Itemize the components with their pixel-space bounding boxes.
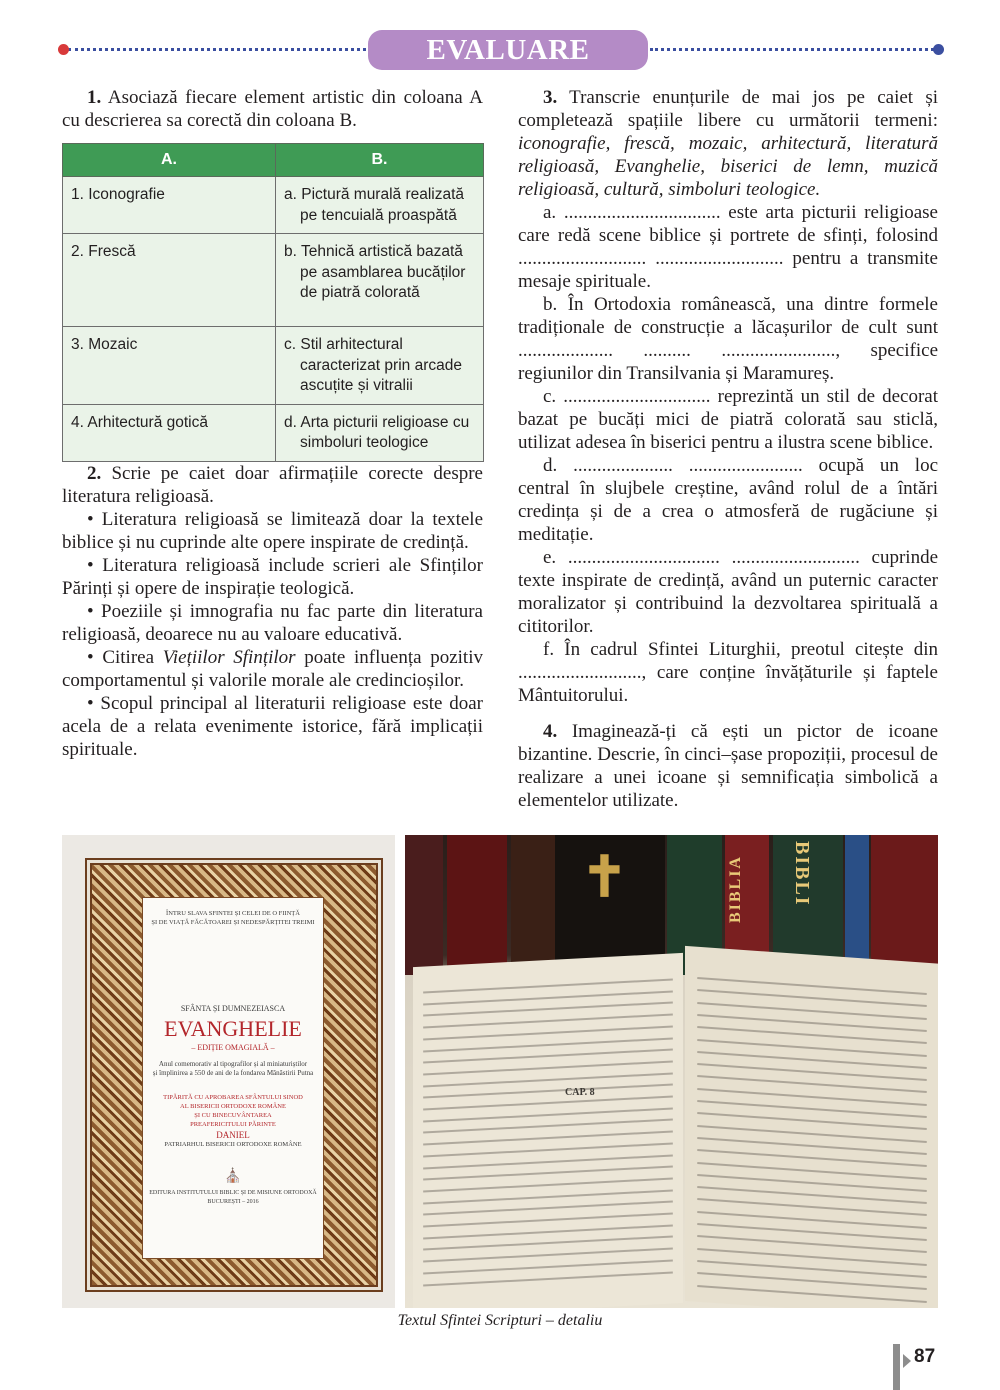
cover-approval-2: AL BISERICII ORTODOXE ROMÂNE bbox=[180, 1103, 286, 1110]
question-2-block bbox=[62, 462, 483, 761]
header-dot-left bbox=[58, 44, 69, 55]
statement-text: • Poeziile și imnografia nu fac parte din literatura religioasă, deoarece nu au valoare educativă. bbox=[62, 601, 483, 645]
table-cell-b: a. Pictură murală realizată pe tencuială proaspătă bbox=[276, 177, 484, 234]
fill-item-f: f. În cadrul Sfintei Liturghii, preotul citește din .........................., care conține învățăturile și faptele Mântuitorului. bbox=[518, 639, 938, 706]
question-3 bbox=[518, 86, 938, 201]
table-cell-b: b. Tehnică artistică bazată pe asamblarea bucăților de piatră colorată bbox=[276, 234, 484, 327]
question-2 bbox=[62, 462, 483, 508]
question-4-text: Imaginează-ți că ești un pictor de icoane bizantine. Descrie, în cinci–șase propoziții, procesul de realizare a unei icoane și semnificația simbolică a elementelor utilizate. bbox=[518, 721, 939, 811]
table-header-row bbox=[63, 144, 484, 177]
photo-caption: Textul Sfintei Scripturi – detaliu bbox=[397, 1312, 603, 1329]
association-table bbox=[62, 143, 484, 462]
statement-item bbox=[62, 646, 483, 692]
header-dotted-line-right bbox=[650, 48, 934, 51]
header-dot-right bbox=[933, 44, 944, 55]
cover-approval-4: PREAFERICITULUI PĂRINTE bbox=[190, 1121, 276, 1128]
question-3-number: 3. bbox=[543, 87, 558, 108]
fill-item-d: d. ..................... ........................ ocupă un loc central în slujbele creștine, având rolul de a întări credința și de a crea o atmosferă de rugăciune și meditație. bbox=[518, 455, 938, 545]
question-1-number: 1. bbox=[87, 87, 102, 108]
cover-approval-3: ȘI CU BINECUVÂNTAREA bbox=[194, 1112, 272, 1119]
open-bible-photo bbox=[405, 835, 938, 1308]
bible-chapter-heading: CAP. 8 bbox=[565, 1087, 595, 1098]
cover-anniversary-1: Anul comemorativ al tipografilor și al miniaturiștilor bbox=[158, 1060, 308, 1068]
table-cell-a: 3. Mozaic bbox=[63, 327, 276, 405]
statement-text: • Literatura religioasă se limitează doar la textele biblice și nu cuprinde alte opere inspirate de credință. bbox=[62, 509, 483, 553]
statement-item bbox=[62, 554, 483, 600]
table-cell-a: 1. Iconografie bbox=[63, 177, 276, 234]
fill-item-a: a. ................................. este arta picturii religioase care redă scene biblice și portrete de sfinți, folosind ........................... ........................... pentru a transmite mesaje spirituale. bbox=[518, 202, 938, 292]
book-spine bbox=[845, 835, 869, 975]
table-header-b: B. bbox=[276, 144, 484, 177]
table-header-a: A. bbox=[63, 144, 276, 177]
page-number-arrow-icon bbox=[903, 1354, 911, 1368]
question-2-number: 2. bbox=[87, 463, 102, 484]
page-number-bar bbox=[893, 1344, 900, 1390]
question-4 bbox=[518, 720, 938, 812]
question-3-block bbox=[518, 86, 938, 707]
cover-publisher: EDITURA INSTITUTULUI BIBLIC ȘI DE MISIUNE ORTODOXĂ bbox=[149, 1190, 317, 1196]
section-title: EVALUARE bbox=[368, 30, 648, 70]
statement-item bbox=[62, 508, 483, 554]
statement-text: • Citirea bbox=[87, 647, 163, 668]
spine-label-biblia: BIBLIA bbox=[727, 855, 744, 924]
table-row bbox=[63, 177, 484, 234]
fill-item-e: e. ................................ ........................... cuprinde texte inspirate de credință, având un puternic caracter moralizator și contribuind la dezvoltarea spirituală a cititorilor. bbox=[518, 547, 938, 637]
question-2-text: Scrie pe caiet doar afirmațiile corecte despre literatura religioasă. bbox=[62, 463, 483, 507]
statement-italic-title: Viețiilor Sfinților bbox=[162, 647, 296, 668]
cover-dedication-1: ÎNTRU SLAVA SFINTEI ȘI CELEI DE O FIINȚĂ bbox=[166, 910, 300, 917]
question-1-text: Asociază fiecare element artistic din coloana A cu descrierea sa corectă din coloana B. bbox=[62, 87, 483, 131]
statement-text: • Scopul principal al literaturii religioase este doar acela de a relata evenimente istorice, fără implicații spirituale. bbox=[62, 693, 483, 760]
left-column bbox=[62, 86, 483, 132]
cover-publisher-emblem-icon: ⛪ bbox=[224, 1169, 242, 1184]
cross-icon: ✝ bbox=[581, 847, 630, 909]
statement-text: • Literatura religioasă include scrieri ale Sfinților Părinți și opere de inspirație teologică. bbox=[62, 555, 483, 599]
cover-city: BUCUREȘTI – 2016 bbox=[207, 1199, 259, 1205]
cover-title: EVANGHELIE bbox=[164, 1016, 302, 1041]
statement-text-end: poate influența pozitiv comportamentul și valorile morale ale credincioșilor. bbox=[62, 647, 483, 691]
cover-edition: – EDIȚIE OMAGIALĂ – bbox=[191, 1043, 275, 1052]
book-spine bbox=[405, 835, 443, 975]
statement-item bbox=[62, 600, 483, 646]
table-row bbox=[63, 404, 484, 461]
page-number: 87 bbox=[914, 1346, 936, 1367]
table-cell-a: 2. Frescă bbox=[63, 234, 276, 327]
cover-subtitle: SFÂNTA ȘI DUMNEZEIASCA bbox=[180, 1004, 286, 1013]
table-row bbox=[63, 327, 484, 405]
question-1 bbox=[62, 86, 483, 132]
table-cell-b: c. Stil arhitectural caracterizat prin arcade ascuțite și vitralii bbox=[276, 327, 484, 405]
header-dotted-line-left bbox=[68, 48, 366, 51]
cover-approval-5: PATRIARHUL BISERICII ORTODOXE ROMÂNE bbox=[164, 1141, 302, 1148]
statement-item bbox=[62, 692, 483, 761]
fill-item-c: c. ............................... reprezintă un stil de decorat bazat pe bucăți mici de piatră colorată sau sticlă, utilizat adesea în biserici pentru a ilustra scene biblice. bbox=[518, 386, 938, 453]
spine-label-bibli: BIBLI bbox=[791, 841, 813, 907]
table-cell-a: 4. Arhitectură gotică bbox=[63, 404, 276, 461]
table-cell-b: d. Arta picturii religioase cu simboluri teologice bbox=[276, 404, 484, 461]
evanghelie-cover-photo bbox=[62, 835, 395, 1308]
question-3-terms: iconografie, frescă, mozaic, arhitectură, literatură religioasă, Evanghelie, biserici de lemn, muzică religioasă, cultură, simboluri teologice. bbox=[518, 133, 938, 200]
cover-approval-1: TIPĂRITĂ CU APROBAREA SFÂNTULUI SINOD bbox=[163, 1094, 303, 1101]
fill-item-b: b. În Ortodoxia românească, una dintre formele tradiționale de construcție a lăcașurilor de cult sunt .................... .......... ........................, specifice regiunilor din Transilvania și Maramureș. bbox=[518, 294, 938, 384]
cover-anniversary-2: și împlinirea a 550 de ani de la fondarea Mănăstirii Putna bbox=[152, 1069, 314, 1077]
table-row bbox=[63, 234, 484, 327]
cover-inner-page bbox=[142, 897, 324, 1259]
question-3-text: Transcrie enunțurile de mai jos pe caiet și completează spațiile libere cu următorii termeni: bbox=[518, 87, 938, 131]
question-4-block bbox=[518, 720, 938, 812]
question-4-number: 4. bbox=[543, 721, 558, 742]
book-spine bbox=[447, 835, 507, 975]
book-spine bbox=[871, 835, 938, 975]
cover-dedication-2: ȘI DE VIAȚĂ FĂCĂTOAREI ȘI NEDESPĂRȚITEI TREIMI bbox=[151, 919, 315, 926]
cover-patriarch-name: DANIEL bbox=[216, 1130, 250, 1140]
